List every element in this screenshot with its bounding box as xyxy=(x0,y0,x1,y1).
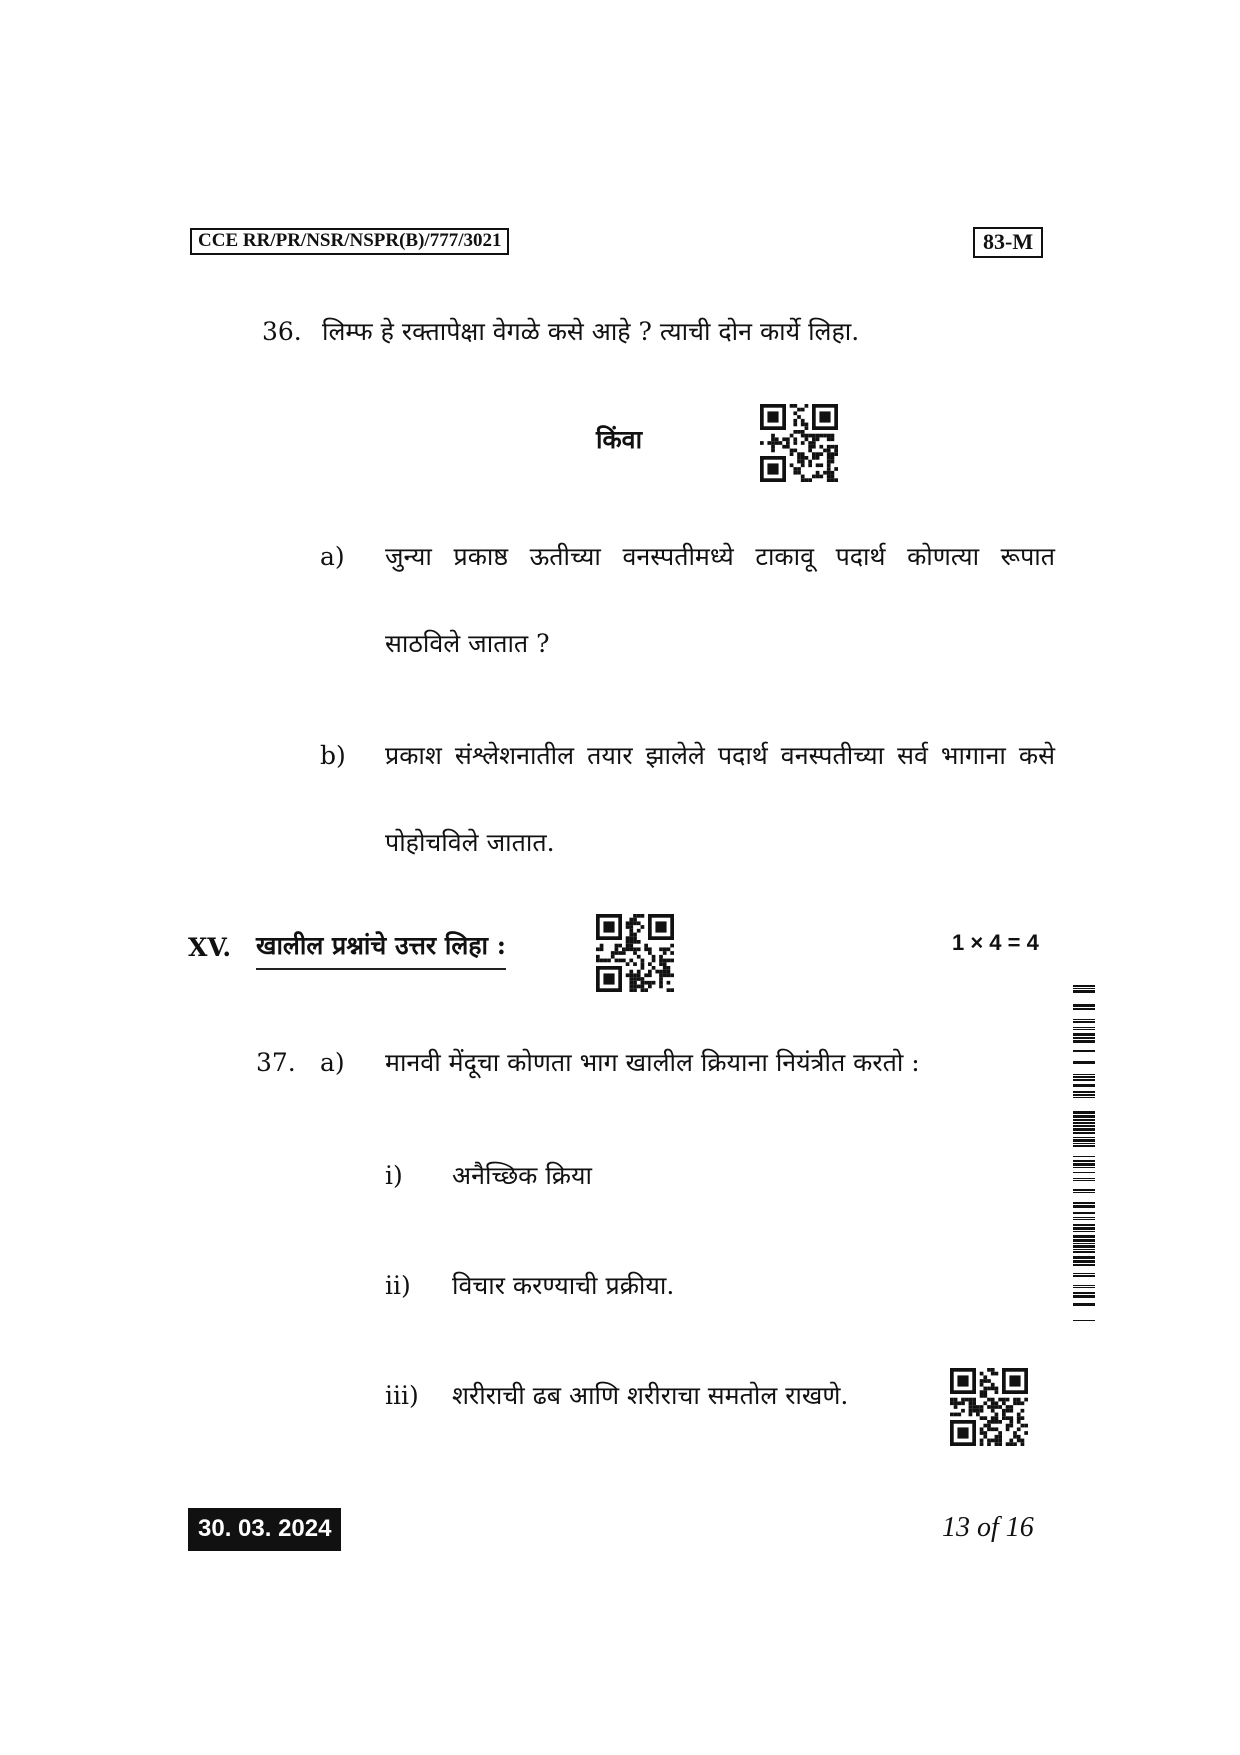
q37-item-label: ii) xyxy=(385,1271,411,1300)
q36-text: लिम्फ हे रक्तापेक्षा वेगळे कसे आहे ? त्याची दोन कार्ये लिहा. xyxy=(322,317,860,346)
q37-a-label: a) xyxy=(320,1048,345,1077)
q36-b-line2: पोहोचविले जातात. xyxy=(385,828,555,857)
exam-date: 30. 03. 2024 xyxy=(198,1515,332,1542)
q36-number: 36. xyxy=(262,317,302,346)
qr-code-icon xyxy=(950,1368,1028,1446)
or-label: किंवा xyxy=(596,425,643,454)
paper-code: CCE RR/PR/NSR/NSPR(B)/777/3021 xyxy=(198,230,502,251)
q36-a-line1: जुन्या प्रकाष्ठ ऊतीच्या वनस्पतीमध्ये टाकावू पदार्थ कोणत्या रूपात xyxy=(385,542,1055,571)
q36-a-label: a) xyxy=(320,542,345,571)
q37-a-text: मानवी मेंदूचा कोणता भाग खालील क्रियाना नियंत्रीत करतो : xyxy=(385,1048,920,1077)
paper-code-box xyxy=(190,228,509,255)
qr-code-icon xyxy=(596,914,674,992)
barcode-icon xyxy=(1073,985,1095,1323)
page-number: 13 of 16 xyxy=(942,1512,1034,1543)
q36-b-label: b) xyxy=(320,741,346,770)
q37-number: 37. xyxy=(256,1048,296,1077)
q37-item-label: iii) xyxy=(385,1381,419,1410)
q37-item-label: i) xyxy=(385,1161,403,1190)
section-title: खालील प्रश्नांचे उत्तर लिहा : xyxy=(256,930,506,970)
paper-number-box xyxy=(973,227,1043,258)
qr-code-icon xyxy=(760,404,838,482)
q36-b-line1: प्रकाश संश्लेशनातील तयार झालेले पदार्थ वनस्पतीच्या सर्व भागाना कसे xyxy=(385,741,1055,770)
q37-item-text: अनैच्छिक क्रिया xyxy=(452,1161,592,1190)
q37-item-text: शरीराची ढब आणि शरीराचा समतोल राखणे. xyxy=(452,1381,849,1410)
exam-date-badge xyxy=(188,1508,341,1551)
section-numeral: XV. xyxy=(188,933,232,962)
q36-a-line2: साठविले जातात ? xyxy=(385,629,550,658)
q37-item-text: विचार करण्याची प्रक्रीया. xyxy=(452,1271,675,1300)
paper-number: 83-M xyxy=(983,229,1034,254)
section-marks: 1 × 4 = 4 xyxy=(952,930,1039,955)
